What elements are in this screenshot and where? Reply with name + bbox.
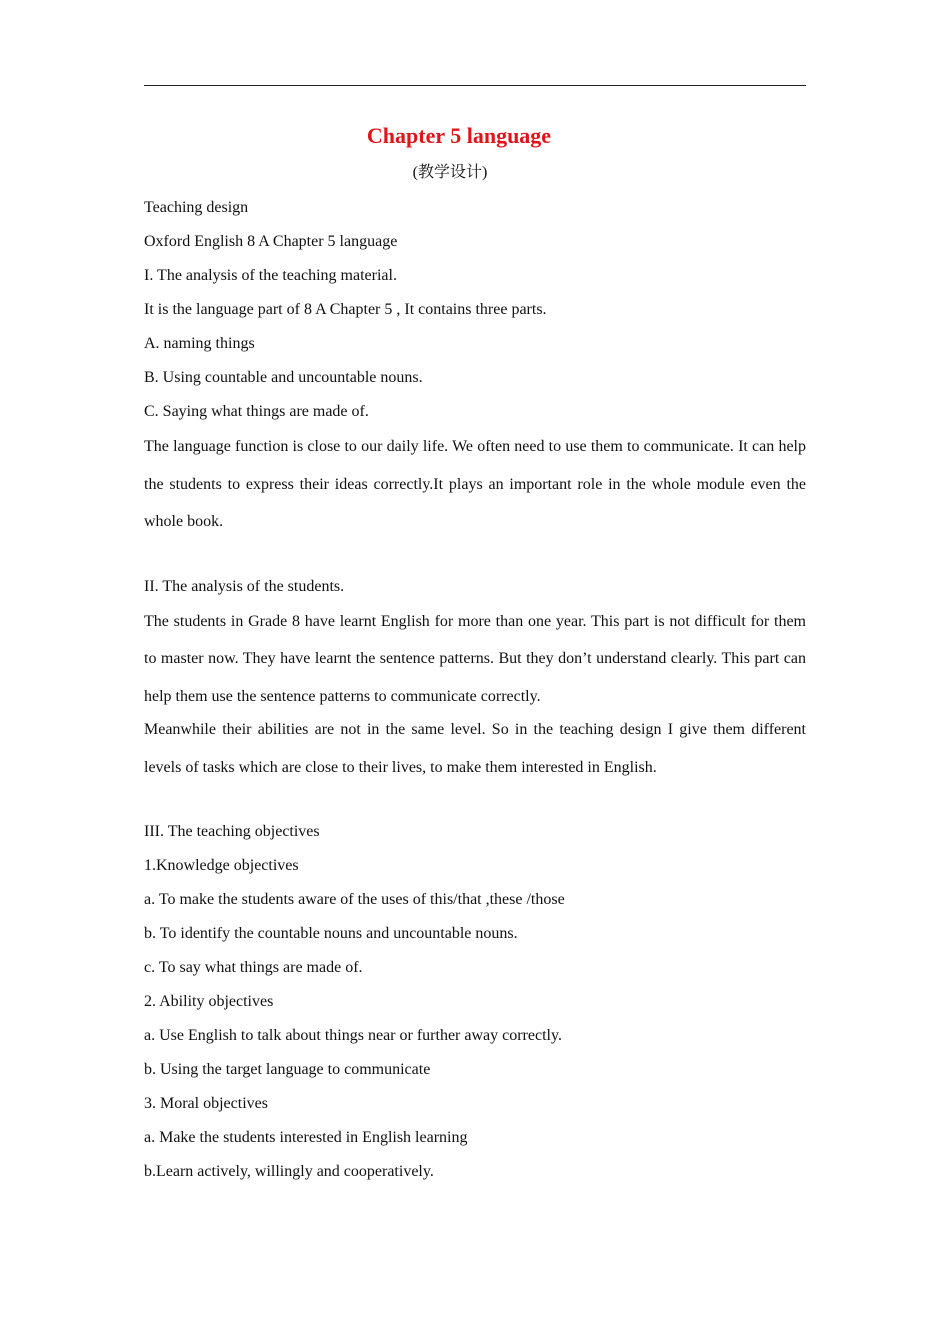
document-body [144, 196, 806, 1194]
section-heading: I. The analysis of the teaching material. [144, 267, 397, 284]
subsection-heading: 3. Moral objectives [144, 1095, 268, 1112]
list-item: C. Saying what things are made of. [144, 403, 369, 420]
page-subtitle: (教学设计) [412, 164, 488, 181]
section-heading: III. The teaching objectives [144, 823, 320, 840]
subsection-heading: 1.Knowledge objectives [144, 857, 299, 874]
list-item: B. Using countable and uncountable nouns. [144, 369, 423, 386]
list-item: a. Make the students interested in English learning [144, 1129, 468, 1146]
text-line: It is the language part of 8 A Chapter 5 , It contains three parts. [144, 301, 547, 318]
list-item: b. Using the target language to communicate [144, 1061, 431, 1078]
paragraph: Meanwhile their abilities are not in the same level. So in the teaching design I give them different levels of tasks which are close to their lives, to make them interested in English. [144, 721, 806, 776]
list-item: a. To make the students aware of the uses of this/that ,these /those [144, 891, 565, 908]
page-title: Chapter 5 language [366, 123, 552, 148]
list-item: A. naming things [144, 335, 255, 352]
spacer [144, 786, 806, 820]
paragraph: The students in Grade 8 have learnt English for more than one year. This part is not difficult for them to master now. They have learnt the sentence patterns. But they don’t understand clearly. This part can help them use the sentence patterns to communicate correctly. [144, 612, 806, 705]
list-item: a. Use English to talk about things near or further away correctly. [144, 1027, 562, 1044]
list-item: c. To say what things are made of. [144, 959, 363, 976]
list-item: b.Learn actively, willingly and cooperatively. [144, 1163, 434, 1180]
paragraph: The language function is close to our daily life. We often need to use them to communicate. It can help the students to express their ideas correctly.It plays an important role in the whole module even the whole book. [144, 438, 806, 530]
header-rule [144, 85, 806, 86]
text-line: Oxford English 8 A Chapter 5 language [144, 233, 398, 250]
list-item: b. To identify the countable nouns and uncountable nouns. [144, 925, 518, 942]
subsection-heading: 2. Ability objectives [144, 993, 274, 1010]
text-line: Teaching design [144, 199, 249, 216]
spacer [144, 541, 806, 575]
section-heading: II. The analysis of the students. [144, 577, 345, 595]
